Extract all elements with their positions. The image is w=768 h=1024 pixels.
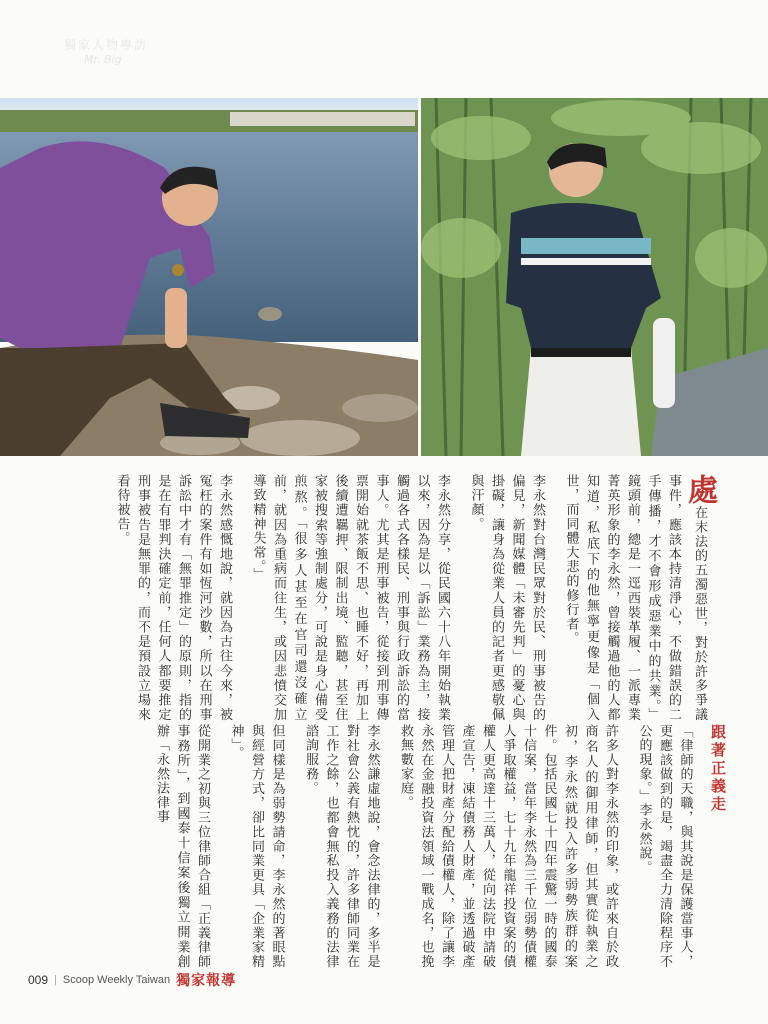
article-body-left [60,724,728,969]
photo-bamboo [421,98,768,456]
section2-paragraph-1: 「律師的天職，與其說是保護當事人，更應該做到的是，竭盡全力清除程序不公的現象。」李永然說。 [636,724,693,969]
watermark-line2: Mr. Big [84,53,122,66]
section-heading: 跟著正義走 [709,724,727,814]
magazine-name-en: Scoop Weekly Taiwan [62,974,171,986]
footer-separator: | [54,974,57,986]
magazine-name-cn: 獨家報導 [176,973,237,989]
photo-lakeside [0,98,418,456]
page-number: 009 [28,973,49,987]
body-paragraph-2: 李永然感慨地說，就因為古往今來，被冤枉的案件有如恆河沙數，所以在刑事訴訟中才有「無罪推定」的原則，指的是在有罪判決確定前，任何人都要推定刑事被告是無罪的，而不是預設立場來看待被告。 [114,474,232,722]
dropcap: 處 [682,474,717,506]
section2-paragraph-3: 李永然謙虛地說，會念法律的，多半是對社會公義有熱忱的，許多律師同業在工作之餘，也都會無私投入義務的法律諮詢服務。 [303,724,380,969]
opening-text-1: 在末法的五濁惡世，對於許多爭議事件，應該本持清淨心，不做錯誤的二手傳播，才不會形成惡業中的共業。」鏡頭前，總是一逕西裝革履、一派專業菁英形象的李永然，曾接觸過他的人都知道，私底下的他無寧更像是「個入世，而同體大悲的修行者。 [563,474,707,722]
page-footer [28,970,236,990]
opening-paragraph-1 [560,474,715,722]
body-paragraph-1: 李永然分享，從民國六十八年開始執業以來，因為是以「訴訟」業務為主，接觸過各式各樣民、刑事與行政訴訟的當事人。尤其是刑事被告，從接到刑事傳票開始就茶飯不思、也睡不好，再加上後續遭羈押、限制出境、監聽，甚至住家被搜索等強制處分，可說是身心備受煎熬。「很多人甚至在官司還沒確立前，就因為重病而往生，或因悲憤交加導致精神失常。」 [250,474,450,722]
watermark [64,36,148,66]
section2-paragraph-4: 但同樣是為弱勢請命，李永然的著眼點與經營方式，卻比同業更具「企業家精神」。 [228,724,285,969]
section2-paragraph-2: 許多人對李永然的印象，或許來自於政商名人的御用律師，但其實從執業之初，李永然就投入許多弱勢族群的案件。包括民國七十四年震驚一時的國泰十信案，當年李永然為三千位弱勢債權人爭取權益，七十九年龍祥投資案的債權人更高達十三萬人，從向法院申請破產宣告，凍結債務人財產，並透過破產管理人把財產分配給債權人，除了讓李永然在金融投資法領域一戰成名，也挽救無數家庭。 [398,724,618,969]
article-opening [60,474,728,722]
opening-paragraph-2: 李永然對台灣民眾對於民、刑事被告的偏見，新聞媒體「未審先判」的憂心與掛礙，讓身為從業人員的記者更感敬佩與汗顏。 [468,474,545,722]
watermark-line1: 獨家人物專訪 [64,38,149,52]
section2-paragraph-5: 從開業之初與三位律師合組「正義律師事務所」，到國泰十信案後獨立開業創辦「永然法律事 [154,724,210,969]
